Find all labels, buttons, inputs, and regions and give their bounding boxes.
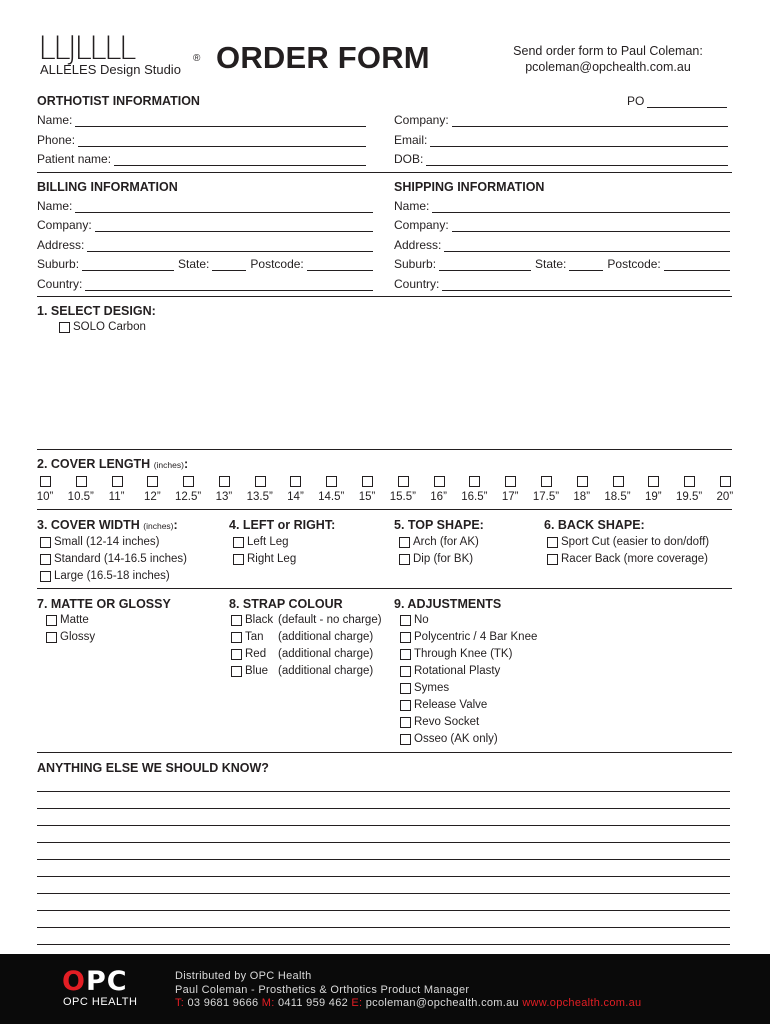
notes-heading: ANYTHING ELSE WE SHOULD KNOW?	[37, 761, 269, 775]
checkbox[interactable]	[231, 666, 242, 677]
notes-line[interactable]	[37, 893, 730, 894]
shipping-heading: SHIPPING INFORMATION	[394, 180, 545, 194]
checkbox[interactable]	[40, 537, 51, 548]
notes-line[interactable]	[37, 910, 730, 911]
width-option-large[interactable]: Large (16.5-18 inches)	[40, 570, 170, 582]
divider	[37, 588, 732, 589]
cover-length-checkbox[interactable]	[183, 476, 194, 487]
adjustment-option-release-valve[interactable]: Release Valve	[400, 699, 487, 711]
strap-option-black[interactable]: Black (default - no charge)	[231, 614, 382, 626]
strap-option-red[interactable]: Red (additional charge)	[231, 648, 373, 660]
back-shape-option-sport-cut[interactable]: Sport Cut (easier to don/doff)	[547, 536, 709, 548]
divider	[37, 449, 732, 450]
checkbox[interactable]	[400, 666, 411, 677]
notes-line[interactable]	[37, 927, 730, 928]
shipping-name-field[interactable]: Name:	[394, 199, 730, 213]
cover-length-heading: 2. COVER LENGTH (inches):	[37, 457, 189, 471]
adjustment-option-osseo[interactable]: Osseo (AK only)	[400, 733, 498, 745]
billing-name-field[interactable]: Name:	[37, 199, 373, 213]
checkbox[interactable]	[400, 649, 411, 660]
adjustments-heading: 9. ADJUSTMENTS	[394, 597, 502, 611]
cover-length-checkbox[interactable]	[219, 476, 230, 487]
cover-length-label: 15.5”	[389, 491, 416, 503]
strap-option-blue[interactable]: Blue (additional charge)	[231, 665, 373, 677]
cover-length-checkbox[interactable]	[541, 476, 552, 487]
notes-line[interactable]	[37, 791, 730, 792]
registered-mark: ®	[193, 53, 201, 64]
design-heading: 1. SELECT DESIGN:	[37, 304, 156, 318]
cover-length-checkbox[interactable]	[577, 476, 588, 487]
cover-length-checkbox[interactable]	[613, 476, 624, 487]
send-instructions	[480, 43, 736, 75]
cover-length-checkbox[interactable]	[469, 476, 480, 487]
cover-length-label: 19.5”	[675, 491, 703, 503]
footer-email[interactable]: pcoleman@opchealth.com.au	[365, 997, 519, 1009]
width-option-standard[interactable]: Standard (14-16.5 inches)	[40, 553, 187, 565]
notes-line[interactable]	[37, 876, 730, 877]
footer-contact	[175, 970, 641, 1011]
cover-length-label: 16.5”	[461, 491, 488, 503]
cover-length-label: 14”	[287, 491, 304, 503]
top-shape-heading: 5. TOP SHAPE:	[394, 518, 484, 532]
design-option-solo-carbon[interactable]: SOLO Carbon	[59, 321, 146, 333]
cover-length-label: 17.5”	[532, 491, 560, 503]
cover-width-heading: 3. COVER WIDTH (inches):	[37, 518, 178, 532]
checkbox[interactable]	[231, 615, 242, 626]
checkbox[interactable]	[231, 649, 242, 660]
checkbox[interactable]	[400, 615, 411, 626]
notes-line[interactable]	[37, 842, 730, 843]
orthotist-company-field[interactable]: Company:	[394, 113, 728, 127]
orthotist-phone-field[interactable]: Phone:	[37, 133, 366, 147]
cover-length-checkbox[interactable]	[398, 476, 409, 487]
cover-length-label: 10.5”	[67, 491, 94, 503]
checkbox[interactable]	[400, 717, 411, 728]
cover-length-label: 13”	[215, 491, 233, 503]
checkbox[interactable]	[399, 537, 410, 548]
opc-logo: OPC	[62, 966, 128, 997]
adjustment-option-revo-socket[interactable]: Revo Socket	[400, 716, 479, 728]
checkbox[interactable]	[231, 632, 242, 643]
dob-field[interactable]: DOB:	[394, 152, 728, 166]
cover-length-checkbox[interactable]	[255, 476, 266, 487]
adjustment-option-rotational-plasty[interactable]: Rotational Plasty	[400, 665, 500, 677]
checkbox[interactable]	[399, 554, 410, 565]
alleles-logo: LLJLLLL	[38, 29, 134, 67]
billing-heading: BILLING INFORMATION	[37, 180, 178, 194]
shipping-company-field[interactable]: Company:	[394, 218, 730, 232]
checkbox[interactable]	[547, 554, 558, 565]
shipping-country-field[interactable]: Country:	[394, 277, 730, 291]
checkbox[interactable]	[46, 632, 57, 643]
top-shape-option-dip[interactable]: Dip (for BK)	[399, 553, 473, 565]
checkbox[interactable]	[400, 700, 411, 711]
cover-length-label: 17”	[501, 491, 519, 503]
footer-phone[interactable]: 03 9681 9666	[187, 997, 259, 1009]
cover-length-checkbox[interactable]	[112, 476, 123, 487]
cover-length-checkbox[interactable]	[648, 476, 659, 487]
strap-heading: 8. STRAP COLOUR	[229, 597, 343, 611]
divider	[37, 509, 732, 510]
checkbox[interactable]	[400, 734, 411, 745]
divider	[37, 296, 732, 297]
cover-length-label: 10”	[36, 491, 54, 503]
divider	[37, 172, 732, 173]
checkbox[interactable]	[233, 537, 244, 548]
patient-name-field[interactable]: Patient name:	[37, 152, 366, 166]
orthotist-name-field[interactable]: Name:	[37, 113, 366, 127]
orthotist-heading: ORTHOTIST INFORMATION	[37, 94, 200, 108]
width-option-small[interactable]: Small (12-14 inches)	[40, 536, 159, 548]
cover-length-checkbox[interactable]	[362, 476, 373, 487]
billing-suburb-row[interactable]: Suburb: State: Postcode:	[37, 257, 373, 271]
leg-option-right[interactable]: Right Leg	[233, 553, 296, 565]
cover-length-label: 12”	[144, 491, 161, 503]
checkbox[interactable]	[46, 615, 57, 626]
manager-line: Paul Coleman - Prosthetics & Orthotics Product Manager	[175, 983, 470, 996]
left-right-heading: 4. LEFT or RIGHT:	[229, 518, 336, 532]
cover-length-checkbox[interactable]	[147, 476, 158, 487]
leg-option-left[interactable]: Left Leg	[233, 536, 289, 548]
checkbox[interactable]	[400, 632, 411, 643]
cover-length-label: 16”	[430, 491, 447, 503]
cover-length-label: 19”	[644, 491, 662, 503]
studio-name: ALLELES Design Studio	[40, 62, 181, 77]
finish-option-matte[interactable]: Matte	[46, 614, 89, 626]
cover-length-label: 18.5”	[604, 491, 631, 503]
footer-website[interactable]: www.opchealth.com.au	[522, 997, 642, 1009]
cover-length-checkbox[interactable]	[326, 476, 337, 487]
adjustment-option-no[interactable]: No	[400, 614, 429, 626]
send-email[interactable]: pcoleman@opchealth.com.au	[525, 60, 691, 74]
adjustment-option-polycentric[interactable]: Polycentric / 4 Bar Knee	[400, 631, 537, 643]
footer-mobile[interactable]: 0411 959 462	[277, 997, 349, 1009]
cover-length-checkbox[interactable]	[720, 476, 731, 487]
cover-length-checkbox[interactable]	[76, 476, 87, 487]
notes-line[interactable]	[37, 825, 730, 826]
cover-length-label: 12.5”	[175, 491, 202, 503]
top-shape-option-arch[interactable]: Arch (for AK)	[399, 536, 479, 548]
checkbox[interactable]	[233, 554, 244, 565]
page-title: ORDER FORM	[216, 40, 430, 75]
finish-heading: 7. MATTE OR GLOSSY	[37, 597, 171, 611]
checkbox[interactable]	[40, 571, 51, 582]
finish-option-glossy[interactable]: Glossy	[46, 631, 95, 643]
cover-length-label: 11”	[108, 491, 125, 503]
shipping-suburb-row[interactable]: Suburb: State: Postcode:	[394, 257, 730, 271]
cover-length-checkbox[interactable]	[290, 476, 301, 487]
billing-country-field[interactable]: Country:	[37, 277, 373, 291]
checkbox[interactable]	[59, 322, 70, 333]
notes-line[interactable]	[37, 859, 730, 860]
cover-length-label: 13.5”	[246, 491, 273, 503]
cover-length-label: 14.5”	[318, 491, 345, 503]
contact-line: T: 03 9681 9666 M: 0411 959 462 E: pcoleman@opchealth.com.au www.opchealth.com.au	[175, 997, 642, 1009]
strap-option-tan[interactable]: Tan (additional charge)	[231, 631, 373, 643]
cover-length-checkbox[interactable]	[684, 476, 695, 487]
cover-length-checkbox[interactable]	[40, 476, 51, 487]
cover-length-label: 20”	[716, 491, 734, 503]
back-shape-option-racer-back[interactable]: Racer Back (more coverage)	[547, 553, 708, 565]
back-shape-heading: 6. BACK SHAPE:	[544, 518, 645, 532]
distributor-line: Distributed by OPC Health	[175, 970, 312, 982]
opc-logo-name: OPC HEALTH	[63, 996, 138, 1008]
adjustment-option-symes[interactable]: Symes	[400, 682, 449, 694]
adjustment-option-through-knee[interactable]: Through Knee (TK)	[400, 648, 512, 660]
notes-line[interactable]	[37, 808, 730, 809]
shipping-address-field[interactable]: Address:	[394, 238, 730, 252]
divider	[37, 752, 732, 753]
billing-address-field[interactable]: Address:	[37, 238, 373, 252]
po-field[interactable]: PO	[627, 94, 727, 108]
notes-line[interactable]	[37, 944, 730, 945]
cover-length-label: 15”	[358, 491, 376, 503]
orthotist-email-field[interactable]: Email:	[394, 133, 728, 147]
checkbox[interactable]	[40, 554, 51, 565]
cover-length-checkbox[interactable]	[505, 476, 516, 487]
cover-length-label: 18”	[573, 491, 591, 503]
billing-company-field[interactable]: Company:	[37, 218, 373, 232]
cover-length-checkbox[interactable]	[434, 476, 445, 487]
send-line: Send order form to Paul Coleman:	[513, 44, 703, 58]
checkbox[interactable]	[400, 683, 411, 694]
checkbox[interactable]	[547, 537, 558, 548]
